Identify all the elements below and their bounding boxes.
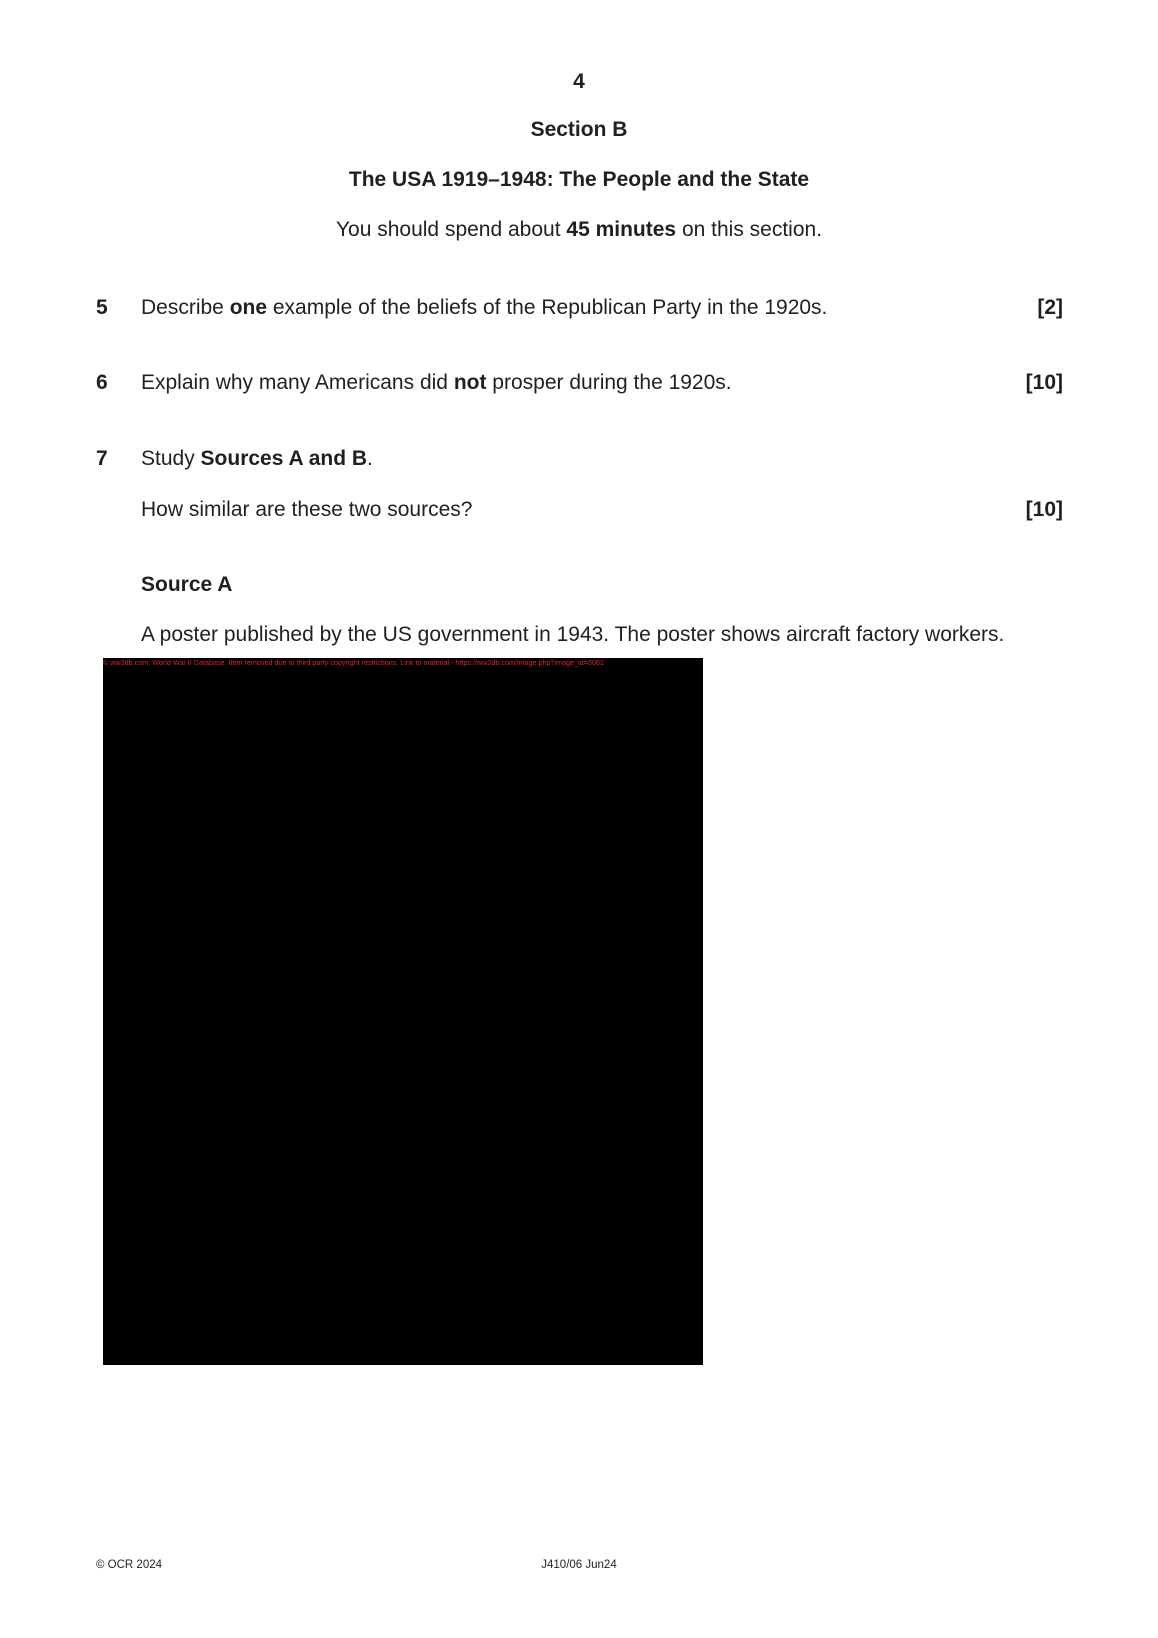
footer-copyright: © OCR 2024 (96, 1559, 163, 1571)
question-emphasis: Sources A and B (200, 447, 368, 470)
question-text-end: prosper during the 1920s. (486, 371, 732, 394)
question-6-text (141, 371, 732, 395)
copyright-redaction-note: © ww2db.com, World War II Database. Item removed due to third party copyright restrictions. Link to material - https://ww2db.com/image.php?image_id=6061 (103, 658, 604, 667)
question-text: Describe (141, 296, 230, 319)
footer-paper-code: J410/06 Jun24 (541, 1559, 617, 1571)
instruction-text-end: on this section. (676, 218, 823, 241)
question-text-end: . (367, 447, 373, 470)
question-emphasis: not (453, 371, 487, 394)
question-7-text (141, 447, 373, 471)
source-a-heading: Source A (141, 573, 233, 596)
question-7-number: 7 (96, 447, 108, 470)
question-text-end: example of the beliefs of the Republican Party in the 1920s. (267, 296, 828, 319)
question-6-marks: [10] (1025, 371, 1063, 394)
question-emphasis: one (229, 296, 268, 319)
question-6-number: 6 (96, 371, 108, 394)
question-5-marks: [2] (1037, 296, 1063, 319)
source-a-caption: A poster published by the US government in 1943. The poster shows aircraft factory workers. (141, 623, 1005, 646)
instruction-text: You should spend about (335, 218, 567, 241)
section-heading: Section B (530, 118, 628, 141)
source-a-redacted-image (103, 658, 703, 1365)
question-7-subquestion: How similar are these two sources? (141, 498, 473, 521)
section-title: The USA 1919–1948: The People and the State (348, 168, 810, 191)
question-text: Explain why many Americans did (141, 371, 454, 394)
instruction-time: 45 minutes (566, 218, 677, 241)
question-5-number: 5 (96, 296, 108, 319)
question-7-marks: [10] (1025, 498, 1063, 521)
time-instruction (0, 218, 1158, 242)
page-number: 4 (573, 70, 585, 93)
question-text: Study (141, 447, 201, 470)
question-5-text (141, 296, 827, 320)
